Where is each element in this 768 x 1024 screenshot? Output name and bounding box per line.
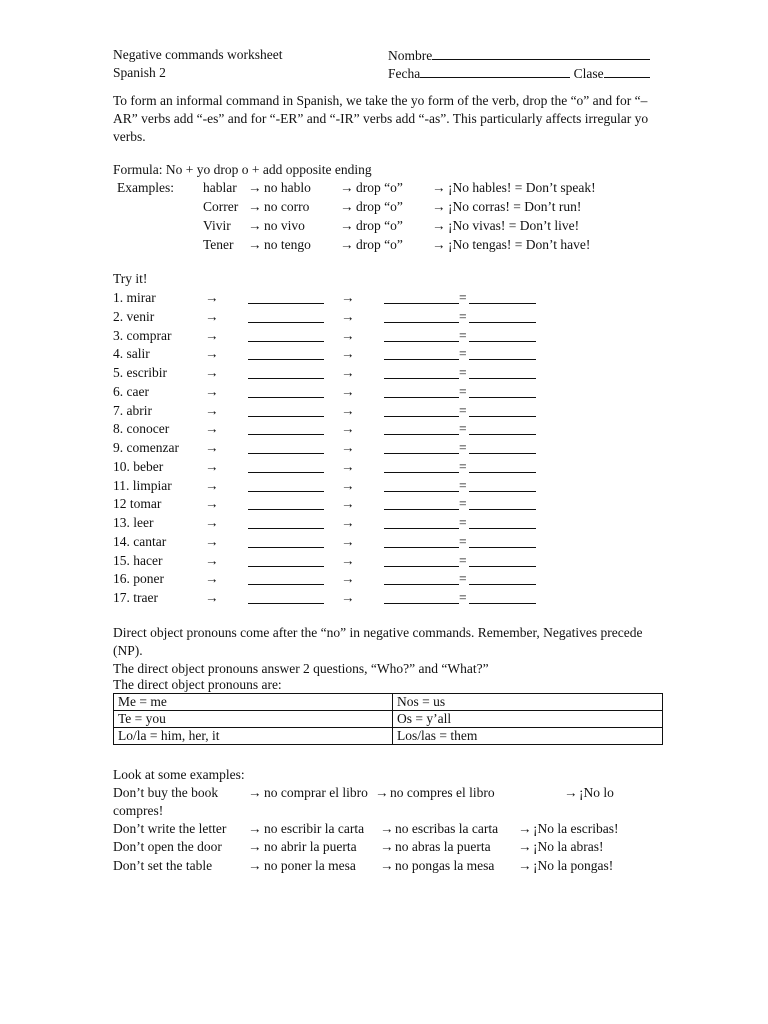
exercise-verb: 7. abrir [113,402,152,418]
exercise-row [0,402,768,420]
yo-form-blank[interactable] [248,403,324,417]
yo-form-blank[interactable] [248,534,324,548]
example-command: no pongas la mesa [395,858,495,873]
command-blank[interactable] [384,440,459,454]
translation-blank[interactable] [469,553,536,567]
example-english: Don’t set the table [113,858,213,873]
example-result: ¡No corras! = Don’t run! [448,199,582,214]
example-negative-command: ¡No la pongas! [533,858,614,873]
pronoun-cell: Lo/la = him, her, it [114,728,393,745]
look-examples-heading: Look at some examples: [113,767,245,782]
command-blank[interactable] [384,365,459,379]
arrow-icon: → [564,785,578,800]
exercise-verb: 11. limpiar [113,477,172,493]
yo-form-blank[interactable] [248,590,324,604]
equals-sign: = [459,421,467,437]
equals-sign: = [459,290,467,305]
yo-form-blank[interactable] [248,440,324,454]
pronoun-cell: Te = you [114,711,393,728]
equals-sign: = [459,477,467,493]
example-negative-command: ¡No la abras! [533,839,604,854]
arrow-icon: → [341,440,355,455]
arrow-icon: → [432,199,446,214]
exercise-verb: 9. comenzar [113,440,179,455]
exercise-row [0,514,768,532]
translation-blank[interactable] [469,571,536,585]
arrow-icon: → [248,237,262,252]
example-infinitive: no abrir la puerta [264,839,357,854]
translation-blank[interactable] [469,515,536,529]
pronoun-row [114,694,663,711]
arrow-icon: → [248,839,262,854]
example-command: no escribas la carta [395,821,499,836]
equals-sign: = [459,365,467,380]
example-infinitive: no poner la mesa [264,858,356,873]
arrow-icon: → [205,496,219,512]
exercise-verb: 16. poner [113,571,164,587]
example-negative-command: ¡No lo [579,785,614,800]
exercise-row [0,552,768,570]
exercise-row [0,439,768,457]
arrow-icon: → [518,839,532,854]
translation-blank[interactable] [469,459,536,473]
arrow-icon: → [341,402,355,418]
example-verb: Vivir [203,218,231,233]
arrow-icon: → [341,421,355,437]
equals-sign: = [459,515,467,530]
date-class-field[interactable] [388,64,650,83]
yo-form-blank[interactable] [248,459,324,473]
translation-blank[interactable] [469,590,536,604]
arrow-icon: → [380,839,394,854]
translation-blank[interactable] [469,403,536,417]
command-blank[interactable] [384,328,459,342]
arrow-icon: → [205,402,219,418]
arrow-icon: → [340,180,354,195]
exercise-row [0,533,768,551]
arrow-icon: → [341,308,355,324]
class-blank[interactable] [604,64,650,78]
arrow-icon: → [380,821,394,836]
translation-blank[interactable] [469,534,536,548]
example-negative-command-wrap: compres! [113,803,164,818]
arrow-icon: → [205,533,219,549]
exercise-row [0,345,768,363]
translation-blank[interactable] [469,478,536,492]
arrow-icon: → [205,290,219,305]
command-blank[interactable] [384,571,459,585]
pronoun-note-2: The direct object pronouns answer 2 questions, “Who?” and “What?” [113,661,489,676]
translation-blank[interactable] [469,328,536,342]
examples-label: Examples: [117,180,174,195]
arrow-icon: → [341,290,355,305]
yo-form-blank[interactable] [248,571,324,585]
arrow-icon: → [341,327,355,343]
arrow-icon: → [248,199,262,214]
arrow-icon: → [380,858,394,873]
pronoun-row [114,711,663,728]
pronoun-cell: Los/las = them [393,728,663,745]
example-verb: Correr [203,199,239,214]
exercise-verb: 17. traer [113,590,158,605]
arrow-icon: → [341,515,355,530]
pronoun-cell: Me = me [114,694,393,711]
arrow-icon: → [432,237,446,252]
arrow-icon: → [248,821,262,836]
arrow-icon: → [248,785,262,800]
arrow-icon: → [205,327,219,343]
exercise-row [0,589,768,607]
translation-blank[interactable] [469,421,536,435]
exercise-row [0,327,768,345]
arrow-icon: → [205,308,219,324]
arrow-icon: → [248,858,262,873]
exercise-verb: 12 tomar [113,496,162,512]
exercise-row [0,308,768,326]
command-blank[interactable] [384,403,459,417]
translation-blank[interactable] [469,365,536,379]
example-english: Don’t open the door [113,839,222,854]
pronoun-row [114,728,663,745]
example-verb: Tener [203,237,234,252]
yo-form-blank[interactable] [248,346,324,360]
pronoun-table [113,693,663,745]
arrow-icon: → [341,552,355,568]
command-blank[interactable] [384,290,459,304]
intro-paragraph: To form an informal command in Spanish, we take the yo form of the verb, drop the “o” and for “–AR” verbs add “-es” and for “-ER” and “-IR” verbs add “-as”. This particularly affects irregular yo verbs. [113,93,649,144]
example-infinitive: no escribir la carta [264,821,365,836]
equals-sign: = [459,402,467,418]
worksheet-title: Negative commands worksheet [113,47,283,62]
pronoun-note-1: Direct object pronouns come after the “no” in negative commands. Remember, Negatives precede (NP). [113,625,643,658]
yo-form-blank[interactable] [248,365,324,379]
arrow-icon: → [340,218,354,233]
exercise-row [0,383,768,401]
example-drop: drop “o” [356,218,403,233]
arrow-icon: → [205,552,219,568]
yo-form-blank[interactable] [248,496,324,510]
yo-form-blank[interactable] [248,515,324,529]
arrow-icon: → [341,365,355,380]
equals-sign: = [459,440,467,455]
arrow-icon: → [205,590,219,605]
command-blank[interactable] [384,309,459,323]
exercise-row [0,570,768,588]
arrow-icon: → [340,237,354,252]
equals-sign: = [459,458,467,474]
arrow-icon: → [375,785,389,800]
exercise-verb: 1. mirar [113,290,156,305]
exercise-verb: 10. beber [113,458,164,474]
exercise-verb: 8. conocer [113,421,170,437]
arrow-icon: → [341,383,355,399]
exercise-row [0,364,768,382]
equals-sign: = [459,346,467,362]
example-verb: hablar [203,180,237,195]
yo-form-blank[interactable] [248,384,324,398]
translation-blank[interactable] [469,290,536,304]
try-it-heading: Try it! [113,271,148,286]
exercise-verb: 14. cantar [113,533,167,549]
exercise-verb: 2. venir [113,308,155,324]
yo-form-blank[interactable] [248,478,324,492]
command-blank[interactable] [384,478,459,492]
arrow-icon: → [248,180,262,195]
equals-sign: = [459,327,467,343]
example-yo-form: no vivo [264,218,305,233]
example-result: ¡No tengas! = Don’t have! [448,237,591,252]
exercise-row [0,477,768,495]
arrow-icon: → [518,821,532,836]
arrow-icon: → [205,365,219,380]
formula: Formula: No + yo drop o + add opposite ending [113,162,372,177]
translation-blank[interactable] [469,309,536,323]
example-drop: drop “o” [356,199,403,214]
translation-blank[interactable] [469,384,536,398]
pronoun-note-3: The direct object pronouns are: [113,677,282,692]
exercise-row [0,420,768,438]
example-drop: drop “o” [356,180,403,195]
example-drop: drop “o” [356,237,403,252]
command-blank[interactable] [384,459,459,473]
equals-sign: = [459,590,467,605]
exercise-verb: 4. salir [113,346,150,362]
yo-form-blank[interactable] [248,328,324,342]
example-command: no abras la puerta [395,839,491,854]
date-blank[interactable] [420,64,570,78]
example-english: Don’t write the letter [113,821,227,836]
arrow-icon: → [205,515,219,530]
arrow-icon: → [205,477,219,493]
command-blank[interactable] [384,421,459,435]
yo-form-blank[interactable] [248,290,324,304]
name-blank[interactable] [432,46,650,60]
arrow-icon: → [205,421,219,437]
arrow-icon: → [205,458,219,474]
name-field[interactable] [388,46,650,65]
example-result: ¡No vivas! = Don’t live! [448,218,580,233]
example-infinitive: no comprar el libro [264,785,368,800]
command-blank[interactable] [384,346,459,360]
translation-blank[interactable] [469,496,536,510]
arrow-icon: → [341,496,355,512]
exercise-verb: 3. comprar [113,327,172,343]
equals-sign: = [459,552,467,568]
command-blank[interactable] [384,534,459,548]
command-blank[interactable] [384,384,459,398]
arrow-icon: → [341,571,355,587]
example-yo-form: no tengo [264,237,311,252]
name-label: Nombre [388,48,433,63]
date-label: Fecha [388,66,421,81]
yo-form-blank[interactable] [248,553,324,567]
exercise-verb: 15. hacer [113,552,163,568]
arrow-icon: → [205,440,219,455]
arrow-icon: → [518,858,532,873]
arrow-icon: → [341,458,355,474]
arrow-icon: → [341,533,355,549]
arrow-icon: → [205,571,219,587]
example-command: no compres el libro [390,785,495,800]
yo-form-blank[interactable] [248,421,324,435]
translation-blank[interactable] [469,440,536,454]
command-blank[interactable] [384,553,459,567]
course-name: Spanish 2 [113,65,166,80]
equals-sign: = [459,308,467,324]
equals-sign: = [459,383,467,399]
arrow-icon: → [432,180,446,195]
class-label: Clase [573,66,604,81]
translation-blank[interactable] [469,346,536,360]
exercise-row [0,495,768,513]
command-blank[interactable] [384,590,459,604]
arrow-icon: → [340,199,354,214]
arrow-icon: → [432,218,446,233]
equals-sign: = [459,533,467,549]
exercise-row [0,458,768,476]
exercise-verb: 5. escribir [113,365,167,380]
arrow-icon: → [248,218,262,233]
arrow-icon: → [341,346,355,362]
example-negative-command: ¡No la escribas! [533,821,619,836]
arrow-icon: → [341,590,355,605]
exercise-row [0,289,768,307]
arrow-icon: → [205,346,219,362]
arrow-icon: → [341,477,355,493]
equals-sign: = [459,496,467,512]
pronoun-cell: Os = y’all [393,711,663,728]
exercise-verb: 6. caer [113,383,149,399]
example-yo-form: no hablo [264,180,311,195]
command-blank[interactable] [384,515,459,529]
command-blank[interactable] [384,496,459,510]
yo-form-blank[interactable] [248,309,324,323]
example-english: Don’t buy the book [113,785,219,800]
example-result: ¡No hables! = Don’t speak! [448,180,596,195]
equals-sign: = [459,571,467,587]
example-yo-form: no corro [264,199,310,214]
exercise-verb: 13. leer [113,515,154,530]
arrow-icon: → [205,383,219,399]
pronoun-cell: Nos = us [393,694,663,711]
